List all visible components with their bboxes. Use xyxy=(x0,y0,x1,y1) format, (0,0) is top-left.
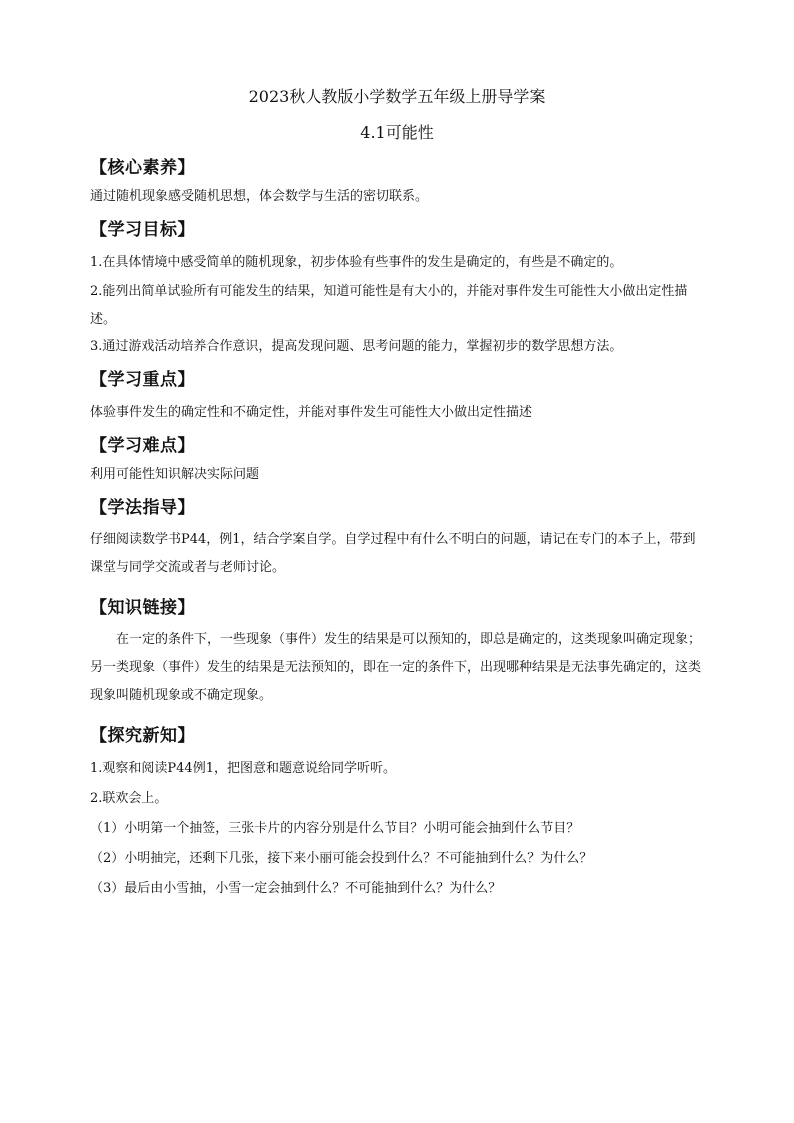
section-heading-method: 【学法指导】 xyxy=(90,498,195,518)
explore-question-3: （3）最后由小雪抽，小雪一定会抽到什么？不可能抽到什么？为什么？ xyxy=(90,881,502,896)
section-heading-focus: 【学习重点】 xyxy=(90,370,195,390)
section-heading-goals: 【学习目标】 xyxy=(90,220,195,240)
goal-item-1: 1.在具体情境中感受简单的随机现象，初步体验有些事件的发生是确定的，有些是不确定的。 xyxy=(90,255,623,270)
knowledge-text: 在一定的条件下，一些现象（事件）发生的结果是可以预知的，即总是确定的，这类现象叫确定现象；另一类现象（事件）发生的结果是无法预知的，即在一定的条件下，出现哪种结果是无法事先确定的，这类现象叫随机现象或不确定现象。 xyxy=(90,632,702,703)
focus-text: 体验事件发生的确定性和不确定性，并能对事件发生可能性大小做出定性描述 xyxy=(90,405,533,420)
goal-item-3: 3.通过游戏活动培养合作意识，提高发现问题、思考问题的能力，掌握初步的数学思想方法。 xyxy=(90,339,623,354)
document-subtitle: 4.1可能性 xyxy=(360,123,434,142)
explore-question-2: （2）小明抽完，还剩下几张，接下来小丽可能会投到什么？不可能抽到什么？为什么？ xyxy=(90,851,593,866)
explore-item-2: 2.联欢会上。 xyxy=(90,791,168,806)
section-heading-difficulty: 【学习难点】 xyxy=(90,436,195,456)
section-heading-knowledge: 【知识链接】 xyxy=(90,598,195,618)
core-text: 通过随机现象感受随机思想，体会数学与生活的密切联系。 xyxy=(90,189,429,204)
section-heading-core: 【核心素养】 xyxy=(90,158,195,178)
method-text: 仔细阅读数学书P44，例1，结合学案自学。自学过程中有什么不明白的问题，请记在专门的本子上，带到课堂与同学交流或者与老师讨论。 xyxy=(90,532,696,575)
document-title: 2023秋人教版小学数学五年级上册导学案 xyxy=(248,87,546,106)
goal-item-2: 2.能列出简单试验所有可能发生的结果，知道可能性是有大小的，并能对事件发生可能性大小做出定性描述。 xyxy=(90,284,688,327)
section-heading-explore: 【探究新知】 xyxy=(90,726,195,746)
explore-item-1: 1.观察和阅读P44例1，把图意和题意说给同学听听。 xyxy=(90,761,396,776)
difficulty-text: 利用可能性知识解决实际问题 xyxy=(90,467,260,482)
explore-question-1: （1）小明第一个抽签，三张卡片的内容分别是什么节目？小明可能会抽到什么节目？ xyxy=(90,821,580,836)
